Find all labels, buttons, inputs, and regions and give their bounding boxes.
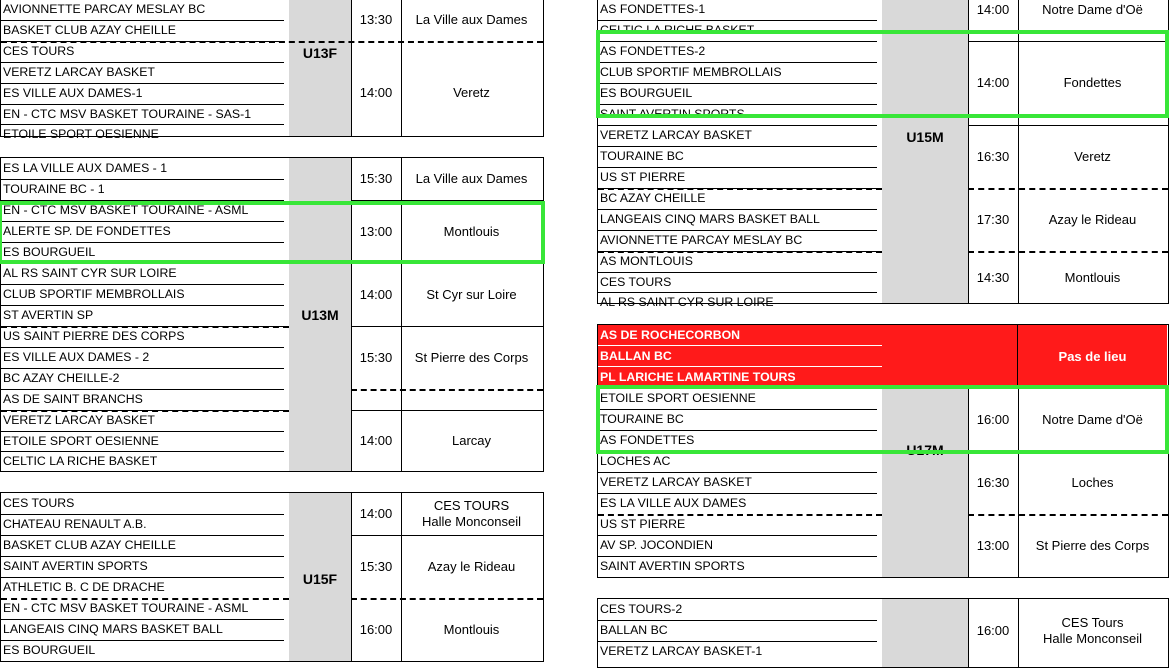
game-time: 15:30: [359, 349, 393, 365]
game-place: CES Tours: [1061, 614, 1124, 630]
team-cell: ES VILLE AUX DAMES - 2: [3, 350, 150, 364]
team-cell: AS DE SAINT BRANCHS: [3, 392, 143, 406]
team-cell: AL RS SAINT CYR SUR LOIRE: [3, 266, 177, 280]
team-cell: CES TOURS-2: [600, 602, 683, 616]
team-cell: ETOILE SPORT OESIENNE: [3, 127, 159, 141]
game-separator: [1, 41, 543, 43]
game-place: Veretz: [453, 85, 490, 100]
team-cell: AS FONDETTES-1: [600, 2, 706, 16]
team-cell: US ST PIERRE: [600, 170, 686, 184]
team-cell: ATHLETIC B. C DE DRACHE: [3, 580, 165, 594]
team-cell: LOCHES AC: [600, 454, 671, 468]
team-cell: ES BOURGUEIL: [600, 86, 693, 100]
game-place: Larcay: [451, 433, 492, 448]
team-cell: AS FONDETTES: [600, 433, 695, 447]
game-place-2line: [1018, 599, 1167, 662]
team-cell: LANGEAIS CINQ MARS BASKET BALL: [600, 212, 820, 226]
game-place-2line: [401, 493, 542, 535]
game-place: Montlouis: [1064, 269, 1121, 285]
team-cell: VERETZ LARCAY BASKET: [3, 65, 155, 79]
team-cell: ES LA VILLE AUX DAMES: [600, 496, 747, 510]
game-separator: [1, 598, 289, 600]
game-separator: [351, 598, 543, 600]
game-place: Montlouis: [443, 223, 500, 239]
team-cell: CHATEAU RENAULT A.B.: [3, 517, 147, 531]
team-cell: ES BOURGUEIL: [3, 643, 96, 657]
team-cell: CES TOURS: [3, 44, 75, 58]
category-label: U15F: [302, 571, 338, 587]
game-place: CES TOURS: [433, 498, 510, 513]
team-cell: CLUB SPORTIF MEMBROLLAIS: [600, 65, 782, 79]
game-time: 16:00: [359, 621, 393, 637]
team-cell: VERETZ LARCAY BASKET: [3, 413, 155, 427]
team-cell: TOURAINE BC: [600, 149, 684, 163]
game-separator: [1, 410, 289, 412]
category-label: U15M: [906, 129, 944, 145]
game-place: Veretz: [1074, 148, 1111, 164]
team-cell: VERETZ LARCAY BASKET-1: [600, 644, 763, 658]
team-cell: VERETZ LARCAY BASKET: [600, 475, 752, 489]
team-cell: AS MONTLOUIS: [600, 254, 693, 268]
team-cell: EN - CTC MSV BASKET TOURAINE - ASML: [3, 203, 249, 217]
game-separator: [968, 251, 1168, 253]
table-u13f: [0, 0, 544, 141]
table-right-bottom: [597, 598, 1169, 668]
game-place: St Cyr sur Loire: [426, 286, 517, 302]
team-cell: BASKET CLUB AZAY CHEILLE: [3, 23, 176, 37]
team-cell: CELTIC LA RICHE BASKET: [3, 454, 158, 468]
team-cell: AL RS SAINT CYR SUR LOIRE: [600, 295, 774, 309]
game-place-sub: Halle Monconseil: [1043, 630, 1142, 646]
table-u13m: [0, 157, 544, 472]
team-cell: ES BOURGUEIL: [3, 245, 96, 259]
team-cell: ES VILLE AUX DAMES-1: [3, 86, 143, 100]
game-time: 13:30: [359, 12, 393, 27]
category-label: U13F: [302, 45, 338, 61]
game-time: 14:00: [976, 75, 1010, 90]
team-cell: ETOILE SPORT OESIENNE: [600, 391, 756, 405]
team-cell: ES LA VILLE AUX DAMES - 1: [3, 161, 168, 175]
team-cell: CES TOURS: [3, 496, 75, 510]
game-place: Azay le Rideau: [1048, 211, 1137, 227]
game-time: 14:00: [359, 506, 393, 521]
team-cell: LANGEAIS CINQ MARS BASKET BALL: [3, 622, 223, 636]
table-u15f: [0, 492, 544, 662]
team-cell: EN - CTC MSV BASKET TOURAINE - ASML: [3, 601, 249, 615]
team-cell: BC AZAY CHEILLE-2: [3, 371, 120, 385]
team-cell: US SAINT PIERRE DES CORPS: [3, 329, 185, 343]
team-cell: SAINT AVERTIN SPORTS: [600, 559, 745, 573]
game-time: 13:00: [976, 537, 1010, 553]
team-cell: ETOILE SPORT OESIENNE: [3, 434, 159, 448]
game-time: 14:00: [359, 286, 393, 302]
team-cell: CELTIC LA RICHE BASKET: [600, 23, 755, 37]
game-place: Fondettes: [1063, 75, 1122, 90]
game-place-sub: Halle Monconseil: [422, 514, 521, 529]
game-time: 17:30: [976, 211, 1010, 227]
game-time: 16:00: [976, 622, 1010, 638]
game-place: Loches: [1071, 474, 1114, 490]
table-u17m: [597, 324, 1169, 578]
category-label: U17M: [906, 442, 944, 458]
no-venue-time: [968, 325, 1018, 388]
team-cell: PL LARICHE LAMARTINE TOURS: [598, 367, 882, 387]
team-cell: BASKET CLUB AZAY CHEILLE: [3, 538, 176, 552]
no-venue-cat: [882, 325, 968, 388]
game-place: Notre Dame d'Oë: [1042, 411, 1143, 427]
game-time: 14:30: [976, 269, 1010, 285]
game-separator: [598, 251, 882, 253]
game-separator: [1, 326, 289, 328]
game-place: Montlouis: [443, 621, 500, 637]
team-cell: BALLAN BC: [600, 623, 668, 637]
game-separator: [598, 188, 882, 190]
team-cell: EN - CTC MSV BASKET TOURAINE - SAS-1: [3, 107, 252, 121]
game-separator: [351, 389, 543, 391]
game-time: 16:00: [976, 411, 1010, 427]
game-time: 15:30: [359, 171, 393, 186]
team-cell: AS FONDETTES-2: [600, 44, 706, 58]
game-place: St Pierre des Corps: [1035, 537, 1150, 553]
team-cell: CLUB SPORTIF MEMBROLLAIS: [3, 287, 185, 301]
game-separator: [968, 514, 1168, 516]
team-cell: SAINT AVERTIN SPORTS: [600, 107, 745, 121]
table-u15m: [597, 0, 1169, 309]
game-time: 14:00: [359, 85, 393, 100]
game-time: 14:00: [976, 2, 1010, 17]
game-separator: [598, 514, 882, 516]
game-place: Azay le Rideau: [427, 558, 516, 574]
team-cell: ST AVERTIN SP: [3, 308, 94, 322]
team-cell: BC AZAY CHEILLE: [600, 191, 706, 205]
game-time: 13:00: [359, 223, 393, 239]
team-cell: AV SP. JOCONDIEN: [600, 538, 713, 552]
team-cell: TOURAINE BC - 1: [3, 182, 105, 196]
team-cell: CES TOURS: [600, 275, 672, 289]
game-time: 16:30: [976, 474, 1010, 490]
game-place: La Ville aux Dames: [415, 12, 528, 27]
team-cell: VERETZ LARCAY BASKET: [600, 128, 752, 142]
team-cell: SAINT AVERTIN SPORTS: [3, 559, 148, 573]
team-cell: ALERTE SP. DE FONDETTES: [3, 224, 171, 238]
game-time: 15:30: [359, 558, 393, 574]
team-cell: AS DE ROCHECORBON: [598, 325, 882, 345]
team-cell: TOURAINE BC: [600, 412, 684, 426]
game-place: La Ville aux Dames: [415, 171, 528, 186]
game-time: 16:30: [976, 148, 1010, 164]
game-place: St Pierre des Corps: [414, 349, 529, 365]
team-cell: US ST PIERRE: [600, 517, 686, 531]
category-label: U13M: [301, 307, 339, 323]
game-place: Notre Dame d'Oë: [1042, 2, 1143, 17]
game-place: Pas de lieu: [1018, 325, 1167, 388]
team-cell: AVIONNETTE PARCAY MESLAY BC: [600, 233, 803, 247]
team-cell: AVIONNETTE PARCAY MESLAY BC: [3, 2, 206, 16]
game-time: 14:00: [359, 433, 393, 448]
game-separator: [968, 188, 1168, 190]
team-cell: BALLAN BC: [598, 346, 882, 366]
